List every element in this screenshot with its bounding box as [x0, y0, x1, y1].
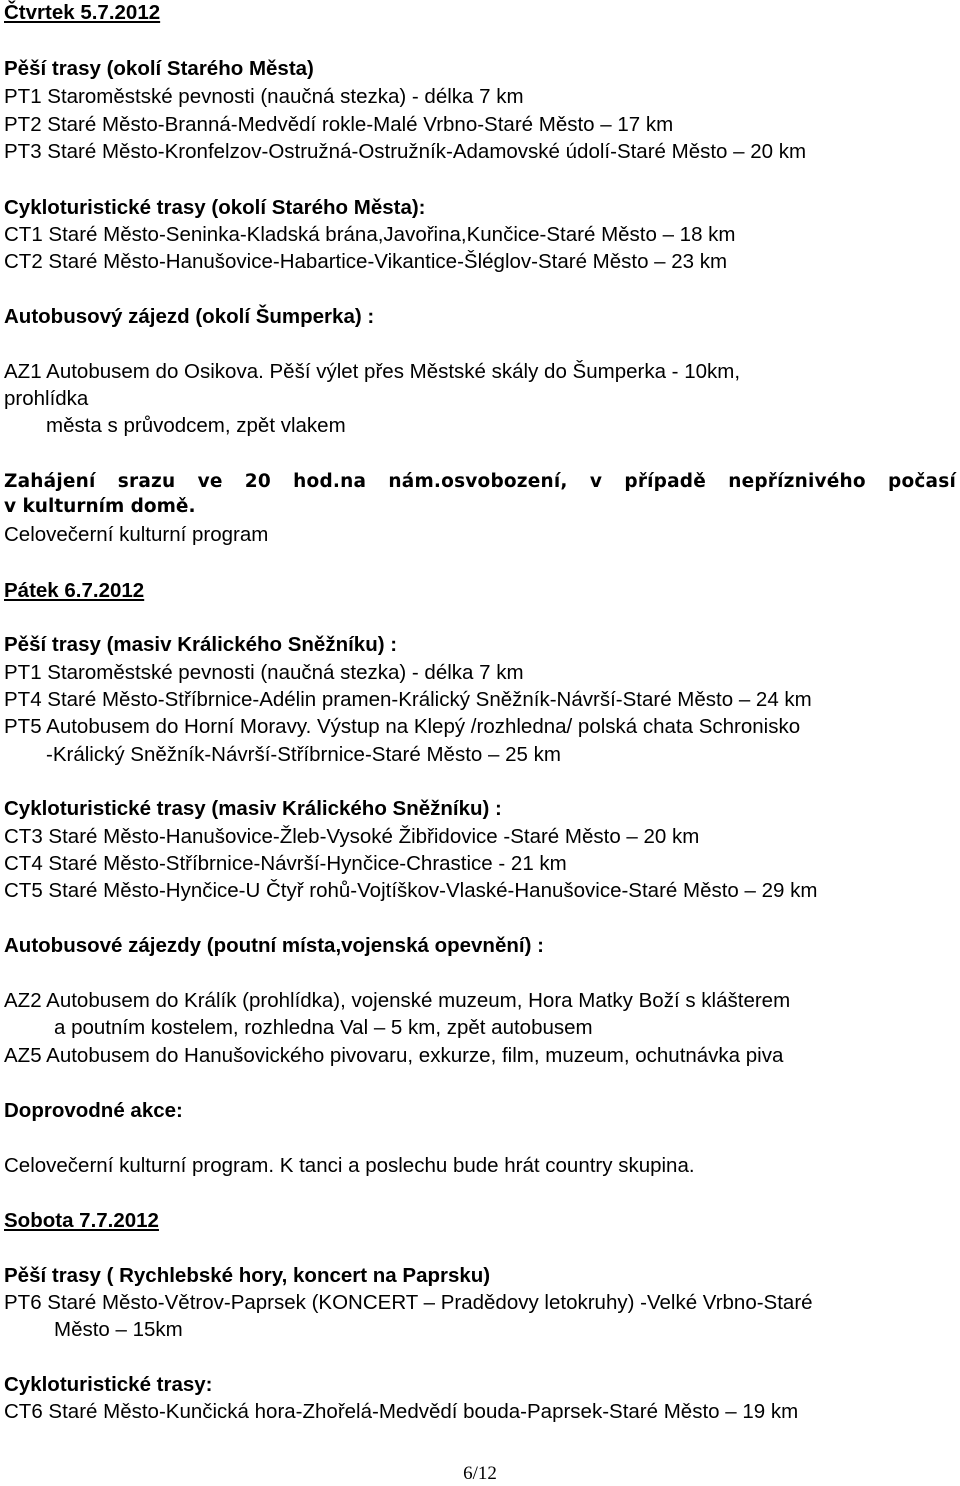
day1-date: Čtvrtek 5.7.2012 — [4, 1, 161, 24]
route-pt5: PT5 Autobusem do Horní Moravy. Výstup na Klepý /rozhledna/ polská chata Schronisko — [4, 715, 801, 738]
route-pt3: PT3 Staré Město-Kronfelzov-Ostružná-Ostružník-Adamovské údolí-Staré Město – 20 km — [4, 140, 807, 163]
day3-cycling-heading: Cykloturistické trasy: — [4, 1373, 213, 1396]
route-ct5: CT5 Staré Město-Hynčice-U Čtyř rohů-Vojtíškov-Vlaské-Hanušovice-Staré Město – 29 km — [4, 879, 818, 902]
bus-az1-line3: města s průvodcem, zpět vlakem — [46, 414, 346, 437]
day2-hiking-heading: Pěší trasy (masiv Králického Sněžníku) : — [4, 633, 398, 656]
route-ct6: CT6 Staré Město-Kunčická hora-Zhořelá-Medvědí bouda-Paprsek-Staré Město – 19 km — [4, 1400, 799, 1423]
route-pt6: PT6 Staré Město-Větrov-Paprsek (KONCERT – Pradědovy letokruhy) -Velké Vrbno-Staré — [4, 1291, 813, 1314]
day2-bus-heading: Autobusové zájezdy (poutní místa,vojenská opevnění) : — [4, 934, 544, 957]
route-pt2: PT2 Staré Město-Branná-Medvědí rokle-Malé Vrbno-Staré Město – 17 km — [4, 113, 674, 136]
route-pt1: PT1 Staroměstské pevnosti (naučná stezka) - délka 7 km — [4, 85, 524, 108]
page-number: 6/12 — [463, 1463, 497, 1484]
bus-az2-cont: a poutním kostelem, rozhledna Val – 5 km, zpět autobusem — [54, 1016, 593, 1039]
day1-hiking-heading: Pěší trasy (okolí Starého Města) — [4, 57, 314, 80]
route-ct4: CT4 Staré Město-Stříbrnice-Návrší-Hynčice-Chrastice - 21 km — [4, 852, 567, 875]
gathering-line2: v kulturním domě. — [4, 496, 196, 517]
route-pt4: PT4 Staré Město-Stříbrnice-Adélin pramen-Králický Sněžník-Návrší-Staré Město – 24 km — [4, 688, 812, 711]
day3-date: Sobota 7.7.2012 — [4, 1209, 159, 1232]
route-pt1-day2: PT1 Staroměstské pevnosti (naučná stezka) - délka 7 km — [4, 661, 524, 684]
day3-hiking-heading: Pěší trasy ( Rychlebské hory, koncert na Paprsku) — [4, 1264, 491, 1287]
day2-date: Pátek 6.7.2012 — [4, 579, 145, 602]
route-pt6-cont: Město – 15km — [54, 1318, 183, 1341]
day1-evening: Celovečerní kulturní program — [4, 523, 269, 546]
day2-extra-text: Celovečerní kulturní program. K tanci a poslechu bude hrát country skupina. — [4, 1154, 695, 1177]
bus-az1-line1: AZ1 Autobusem do Osikova. Pěší výlet přes Městské skály do Šumperka - 10km, — [4, 360, 741, 383]
route-ct2: CT2 Staré Město-Hanušovice-Habartice-Vikantice-Šléglov-Staré Město – 23 km — [4, 250, 728, 273]
day2-cycling-heading: Cykloturistické trasy (masiv Králického Sněžníku) : — [4, 797, 502, 820]
bus-az5: AZ5 Autobusem do Hanušovického pivovaru, exkurze, film, muzeum, ochutnávka piva — [4, 1044, 784, 1067]
route-ct3: CT3 Staré Město-Hanušovice-Žleb-Vysoké Žibřidovice -Staré Město – 20 km — [4, 825, 700, 848]
gathering-line1: Zahájení srazu ve 20 hod.na nám.osvobození, v případě nepříznivého počasí — [4, 471, 956, 492]
day1-cycling-heading: Cykloturistické trasy (okolí Starého Města): — [4, 196, 426, 219]
route-pt5-cont: -Králický Sněžník-Návrší-Stříbrnice-Staré Město – 25 km — [46, 743, 561, 766]
bus-az2: AZ2 Autobusem do Králík (prohlídka), vojenské muzeum, Hora Matky Boží s klášterem — [4, 989, 791, 1012]
day2-extra-heading: Doprovodné akce: — [4, 1099, 183, 1122]
day1-bus-heading: Autobusový zájezd (okolí Šumperka) : — [4, 305, 375, 328]
bus-az1-line2: prohlídka — [4, 387, 89, 410]
route-ct1: CT1 Staré Město-Seninka-Kladská brána,Javořina,Kunčice-Staré Město – 18 km — [4, 223, 736, 246]
